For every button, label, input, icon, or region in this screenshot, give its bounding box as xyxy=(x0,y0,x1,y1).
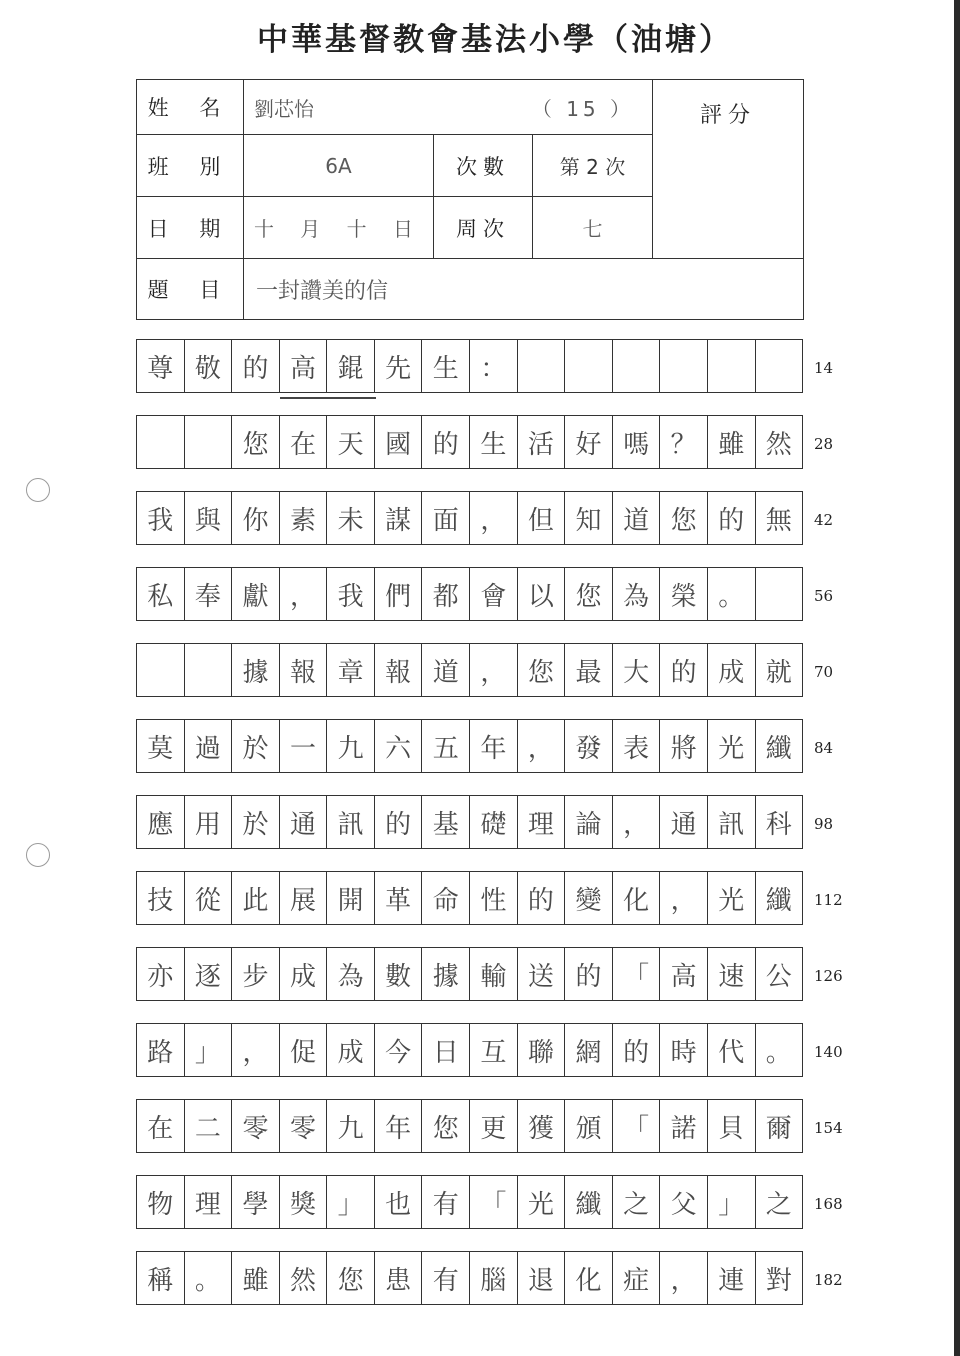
grid-cell: 。 xyxy=(765,1037,792,1068)
class-number: （ 15 ） xyxy=(531,96,635,121)
grid-cell: 九 xyxy=(327,1100,375,1152)
grid-row xyxy=(136,871,803,925)
grid-cell: 革 xyxy=(375,872,423,924)
grid-cell: 大 xyxy=(613,644,661,696)
grid-cell: 將 xyxy=(660,720,708,772)
grid-cell: 更 xyxy=(470,1100,518,1152)
grid-cell: 」 xyxy=(327,1176,375,1228)
grid-cell: 纖 xyxy=(765,885,792,916)
grid-row xyxy=(136,795,803,849)
grid-cell: 會 xyxy=(470,568,518,620)
grid-cell: 物 xyxy=(137,1176,185,1228)
grid-cell: 生 xyxy=(422,340,470,392)
grid-cell: 」 xyxy=(708,1176,756,1228)
grid-cell: 然 xyxy=(280,1252,328,1304)
name-underline xyxy=(280,397,376,399)
page-title: 中華基督教會基法小學（油塘） xyxy=(257,22,733,58)
grid-cell: 通 xyxy=(660,796,708,848)
grid-cell: ， xyxy=(518,720,566,772)
grid-cell: 就 xyxy=(765,657,792,688)
grid-cell xyxy=(185,644,233,696)
grid-row xyxy=(136,567,803,621)
grid-cell: 二 xyxy=(185,1100,233,1152)
grid-cell: 退 xyxy=(518,1252,566,1304)
grid-cell: 您 xyxy=(518,644,566,696)
grid-cell: 腦 xyxy=(470,1252,518,1304)
grid-cell: 送 xyxy=(518,948,566,1000)
grid-cell: 學 xyxy=(232,1176,280,1228)
grid-cell xyxy=(518,340,566,392)
grid-cell: 高 xyxy=(660,948,708,1000)
grid-cell: 尊 xyxy=(137,340,185,392)
char-count: 28 xyxy=(814,435,834,453)
grid-cell: 之 xyxy=(765,1189,792,1220)
grid-cell: 的 xyxy=(708,492,756,544)
grid-cell: 嗎 xyxy=(613,416,661,468)
grid-cell xyxy=(660,340,708,392)
grid-cell: 獎 xyxy=(280,1176,328,1228)
name-label: 姓 名 xyxy=(137,80,244,135)
grid-cell: 」 xyxy=(185,1024,233,1076)
grid-cell: 獻 xyxy=(232,568,280,620)
grid-cell: 榮 xyxy=(660,568,708,620)
scan-edge xyxy=(954,0,960,1356)
char-count: 42 xyxy=(814,511,834,529)
grid-cell: 於 xyxy=(232,796,280,848)
grid-cell: 數 xyxy=(375,948,423,1000)
grid-cell: 論 xyxy=(565,796,613,848)
grid-cell: 亦 xyxy=(137,948,185,1000)
grid-cell: 輸 xyxy=(470,948,518,1000)
grid-cell: 報 xyxy=(280,644,328,696)
grid-cell: 的 xyxy=(422,416,470,468)
grid-cell: 聯 xyxy=(518,1024,566,1076)
grid-cell: 科 xyxy=(765,809,792,840)
grid-cell: 天 xyxy=(327,416,375,468)
times-label: 次數 xyxy=(434,135,533,197)
grid-cell xyxy=(185,416,233,468)
grid-cell: 於 xyxy=(232,720,280,772)
grid-cell: 互 xyxy=(470,1024,518,1076)
grid-cell: 據 xyxy=(422,948,470,1000)
grid-cell: 獲 xyxy=(518,1100,566,1152)
grid-cell: 父 xyxy=(660,1176,708,1228)
grid-cell: 步 xyxy=(232,948,280,1000)
grid-cell: 您 xyxy=(422,1100,470,1152)
grid-cell: 奉 xyxy=(185,568,233,620)
grid-cell: 的 xyxy=(565,948,613,1000)
week-label: 周次 xyxy=(434,197,533,259)
grid-cell: 連 xyxy=(708,1252,756,1304)
grid-cell: 道 xyxy=(613,492,661,544)
grid-cell: 好 xyxy=(565,416,613,468)
week-value: 七 xyxy=(533,197,653,259)
grid-cell: 謀 xyxy=(375,492,423,544)
grid-cell: ， xyxy=(613,796,661,848)
grid-cell: 此 xyxy=(232,872,280,924)
grid-cell: 成 xyxy=(280,948,328,1000)
grid-cell: 的 xyxy=(375,796,423,848)
grid-cell: 網 xyxy=(565,1024,613,1076)
grid-cell: 年 xyxy=(470,720,518,772)
grid-cell: 零 xyxy=(232,1100,280,1152)
char-count: 84 xyxy=(814,739,834,757)
grid-cell: 年 xyxy=(375,1100,423,1152)
grid-cell: 未 xyxy=(327,492,375,544)
grid-cell: 你 xyxy=(232,492,280,544)
grid-cell: 通 xyxy=(280,796,328,848)
grid-cell: 先 xyxy=(375,340,423,392)
name-cell xyxy=(244,80,653,135)
char-count: 56 xyxy=(814,587,834,605)
grid-row xyxy=(136,415,803,469)
punch-hole xyxy=(26,843,50,867)
grid-cell: 日 xyxy=(422,1024,470,1076)
grid-cell: 生 xyxy=(470,416,518,468)
grid-cell: 「 xyxy=(613,948,661,1000)
grid-cell: 莫 xyxy=(137,720,185,772)
grid-row xyxy=(136,491,803,545)
grid-cell: 的 xyxy=(232,340,280,392)
grid-cell xyxy=(137,644,185,696)
grid-cell: 章 xyxy=(327,644,375,696)
grid-cell: 報 xyxy=(375,644,423,696)
grid-cell xyxy=(708,340,756,392)
grid-cell: 路 xyxy=(137,1024,185,1076)
grid-cell: 也 xyxy=(375,1176,423,1228)
grid-cell: 逐 xyxy=(185,948,233,1000)
grid-cell: ？ xyxy=(660,416,708,468)
grid-cell: ， xyxy=(660,872,708,924)
grid-cell: 據 xyxy=(232,644,280,696)
grid-cell: 理 xyxy=(518,796,566,848)
grid-cell xyxy=(137,416,185,468)
grid-cell: 變 xyxy=(565,872,613,924)
grid-cell: 稱 xyxy=(137,1252,185,1304)
grid-cell: 發 xyxy=(565,720,613,772)
grid-cell: 技 xyxy=(137,872,185,924)
grid-cell: 光 xyxy=(708,720,756,772)
grid-cell xyxy=(613,340,661,392)
grid-cell: 性 xyxy=(470,872,518,924)
grid-cell: 公 xyxy=(765,961,792,992)
grid-cell: 化 xyxy=(613,872,661,924)
grid-cell: 「 xyxy=(613,1100,661,1152)
grid-cell: 命 xyxy=(422,872,470,924)
grid-cell: 症 xyxy=(613,1252,661,1304)
class-label: 班 別 xyxy=(137,135,244,197)
grid-cell: 。 xyxy=(708,568,756,620)
class-value: 6A xyxy=(244,135,434,197)
grid-cell: 最 xyxy=(565,644,613,696)
grid-cell: 與 xyxy=(185,492,233,544)
grid-cell: 您 xyxy=(660,492,708,544)
grid-cell: 一 xyxy=(280,720,328,772)
grid-cell: 過 xyxy=(185,720,233,772)
grid-cell: 的 xyxy=(518,872,566,924)
grid-cell: 在 xyxy=(137,1100,185,1152)
grid-cell: 國 xyxy=(375,416,423,468)
grid-cell: 基 xyxy=(422,796,470,848)
char-count: 168 xyxy=(814,1195,843,1213)
grid-cell: 在 xyxy=(280,416,328,468)
grid-cell: 您 xyxy=(565,568,613,620)
grid-cell: 有 xyxy=(422,1252,470,1304)
score-box xyxy=(653,80,804,259)
grid-cell: 成 xyxy=(708,644,756,696)
grid-cell: 代 xyxy=(708,1024,756,1076)
grid-cell: 私 xyxy=(137,568,185,620)
grid-cell: 之 xyxy=(613,1176,661,1228)
grid-row xyxy=(136,643,803,697)
grid-cell: 知 xyxy=(565,492,613,544)
char-count: 182 xyxy=(814,1271,843,1289)
grid-row xyxy=(136,339,803,393)
grid-cell: ， xyxy=(280,568,328,620)
grid-cell: 表 xyxy=(613,720,661,772)
grid-cell: 應 xyxy=(137,796,185,848)
name-value: 劉芯怡 xyxy=(254,96,314,121)
char-count: 140 xyxy=(814,1043,843,1061)
grid-cell: 然 xyxy=(765,429,792,460)
grid-cell: 展 xyxy=(280,872,328,924)
grid-cell: 成 xyxy=(327,1024,375,1076)
grid-row xyxy=(136,947,803,1001)
grid-cell: 訊 xyxy=(708,796,756,848)
grid-cell: 九 xyxy=(327,720,375,772)
grid-cell xyxy=(756,340,803,392)
times-value: 第 2 次 xyxy=(533,135,653,197)
grid-cell: 今 xyxy=(375,1024,423,1076)
grid-cell: 理 xyxy=(185,1176,233,1228)
grid-cell: 以 xyxy=(518,568,566,620)
topic-value: 一封讚美的信 xyxy=(256,278,389,304)
grid-cell: 都 xyxy=(422,568,470,620)
grid-cell: 您 xyxy=(327,1252,375,1304)
grid-cell: 五 xyxy=(422,720,470,772)
char-count: 70 xyxy=(814,663,834,681)
grid-cell: 礎 xyxy=(470,796,518,848)
grid-cell: 我 xyxy=(327,568,375,620)
grid-row xyxy=(136,719,803,773)
grid-cell: 有 xyxy=(422,1176,470,1228)
grid-cell: 速 xyxy=(708,948,756,1000)
grid-cell: 無 xyxy=(765,505,792,536)
char-count: 98 xyxy=(814,815,834,833)
grid-cell: 雖 xyxy=(708,416,756,468)
grid-cell: 。 xyxy=(185,1252,233,1304)
grid-cell: 用 xyxy=(185,796,233,848)
char-count: 126 xyxy=(814,967,843,985)
date-label: 日 期 xyxy=(137,197,244,259)
grid-cell: 訊 xyxy=(327,796,375,848)
grid-cell: 面 xyxy=(422,492,470,544)
grid-cell: 光 xyxy=(708,872,756,924)
info-table xyxy=(136,79,804,320)
grid-cell: 爾 xyxy=(765,1113,792,1144)
grid-row xyxy=(136,1099,803,1153)
grid-cell: 纖 xyxy=(565,1176,613,1228)
grid-cell: 為 xyxy=(613,568,661,620)
grid-cell: 諾 xyxy=(660,1100,708,1152)
punch-hole xyxy=(26,478,50,502)
grid-cell: ： xyxy=(470,340,518,392)
grid-cell: 時 xyxy=(660,1024,708,1076)
grid-cell: 為 xyxy=(327,948,375,1000)
grid-cell: 貝 xyxy=(708,1100,756,1152)
grid-cell: 活 xyxy=(518,416,566,468)
char-count: 14 xyxy=(814,359,834,377)
grid-cell: 您 xyxy=(232,416,280,468)
grid-cell: 對 xyxy=(765,1265,792,1296)
grid-cell: ， xyxy=(232,1024,280,1076)
grid-cell: 零 xyxy=(280,1100,328,1152)
date-value: 十 月 十 日 xyxy=(244,197,434,259)
grid-cell: 纖 xyxy=(765,733,792,764)
char-count: 112 xyxy=(814,891,843,909)
topic-label: 題 目 xyxy=(137,259,244,320)
grid-cell: 敬 xyxy=(185,340,233,392)
grid-cell xyxy=(565,340,613,392)
grid-cell: 的 xyxy=(660,644,708,696)
grid-cell: 化 xyxy=(565,1252,613,1304)
grid-cell: 錕 xyxy=(327,340,375,392)
grid-row xyxy=(136,1175,803,1229)
char-count: 154 xyxy=(814,1119,843,1137)
grid-cell: 「 xyxy=(470,1176,518,1228)
grid-cell: ， xyxy=(660,1252,708,1304)
grid-cell: 我 xyxy=(137,492,185,544)
grid-cell: 但 xyxy=(518,492,566,544)
topic-cell xyxy=(244,259,804,320)
grid-cell: 患 xyxy=(375,1252,423,1304)
grid-cell: 雖 xyxy=(232,1252,280,1304)
score-label: 評分 xyxy=(700,103,757,128)
grid-cell: 頒 xyxy=(565,1100,613,1152)
grid-cell: 從 xyxy=(185,872,233,924)
grid-cell: 素 xyxy=(280,492,328,544)
grid-cell: 開 xyxy=(327,872,375,924)
grid-row xyxy=(136,1023,803,1077)
grid-cell: 們 xyxy=(375,568,423,620)
grid-row xyxy=(136,1251,803,1305)
grid-cell: 高 xyxy=(280,340,328,392)
grid-cell: 光 xyxy=(518,1176,566,1228)
grid-cell: ， xyxy=(470,644,518,696)
grid-cell: 促 xyxy=(280,1024,328,1076)
grid-cell: ， xyxy=(470,492,518,544)
grid-cell: 的 xyxy=(613,1024,661,1076)
grid-cell xyxy=(756,568,803,620)
grid-cell: 道 xyxy=(422,644,470,696)
grid-cell: 六 xyxy=(375,720,423,772)
